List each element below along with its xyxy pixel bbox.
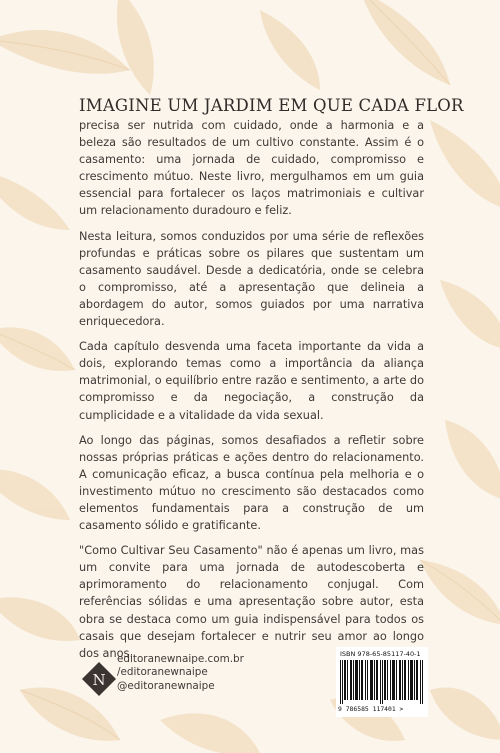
paragraph-reading: Nesta leitura, somos conduzidos por uma série de reflexões profundas e práticas sobre os pilares que sustentam um casamento saudável. Desde a dedicatória, onde se celebra o compromisso, até a apresentação que delineia a abordagem do autor, somos guiados por uma narrativa enriquecedora. <box>79 229 424 329</box>
publisher-social-path[interactable]: /editoranewnaipe <box>117 666 208 679</box>
paragraph-invitation: "Como Cultivar Seu Casamento" não é apenas um livro, mas um convite para uma jornada de autodescoberta e aprimoramento do relacionamento conjugal. Com referências sólidas e uma apresentação sobre autor, esta obra se destaca como um guia indispensável para todos os casais que desejam fortalecer e nutrir seu amor ao longo dos anos. <box>79 544 424 660</box>
paragraph-chapters: Cada capítulo desvenda uma faceta importante da vida a dois, explorando temas como a importância da aliança matrimonial, o equilíbrio entre razão e sentimento, a arte do compromisso e da negociação, a construção da cumplicidade e a vitalidade da vida sexual. <box>79 340 424 422</box>
back-cover-text <box>79 96 464 670</box>
svg-text:N: N <box>92 671 106 689</box>
isbn-barcode-box <box>336 647 428 717</box>
headline: IMAGINE UM JARDIM EM QUE CADA FLOR <box>79 96 464 115</box>
paragraph-reflection: Ao longo das páginas, somos desafiados a refletir sobre nossas próprias práticas e ações dentro do relacionamento. A comunicação eficaz, a busca contínua pela melhoria e o investimento mútuo no crescimento são destacados como elementos fundamentais para a construção de um casamento sólido e gratificante. <box>79 433 424 533</box>
footer <box>81 650 426 728</box>
publisher-contacts <box>117 653 244 693</box>
isbn-label: ISBN 978-65-85117-40-1 <box>340 650 421 658</box>
paragraph-intro: precisa ser nutrida com cuidado, onde a harmonia e a beleza são resultados de um cultivo constante. Assim é o casamento: uma jornada de cuidado, compromisso e crescimento mútuo. Neste livro, mergulhamos em um guia essencial para fortalecer os laços matrimoniais e cultivar um relacionamento duradouro e feliz. <box>79 119 424 218</box>
publisher-website[interactable]: editoranewnaipe.com.br <box>117 653 244 665</box>
publisher-handle[interactable]: @editoranewnaipe <box>117 679 215 692</box>
barcode-icon <box>340 660 424 704</box>
publisher-n-logo-icon <box>81 661 117 697</box>
isbn-digits: 9 786585 117401 > <box>338 705 404 713</box>
